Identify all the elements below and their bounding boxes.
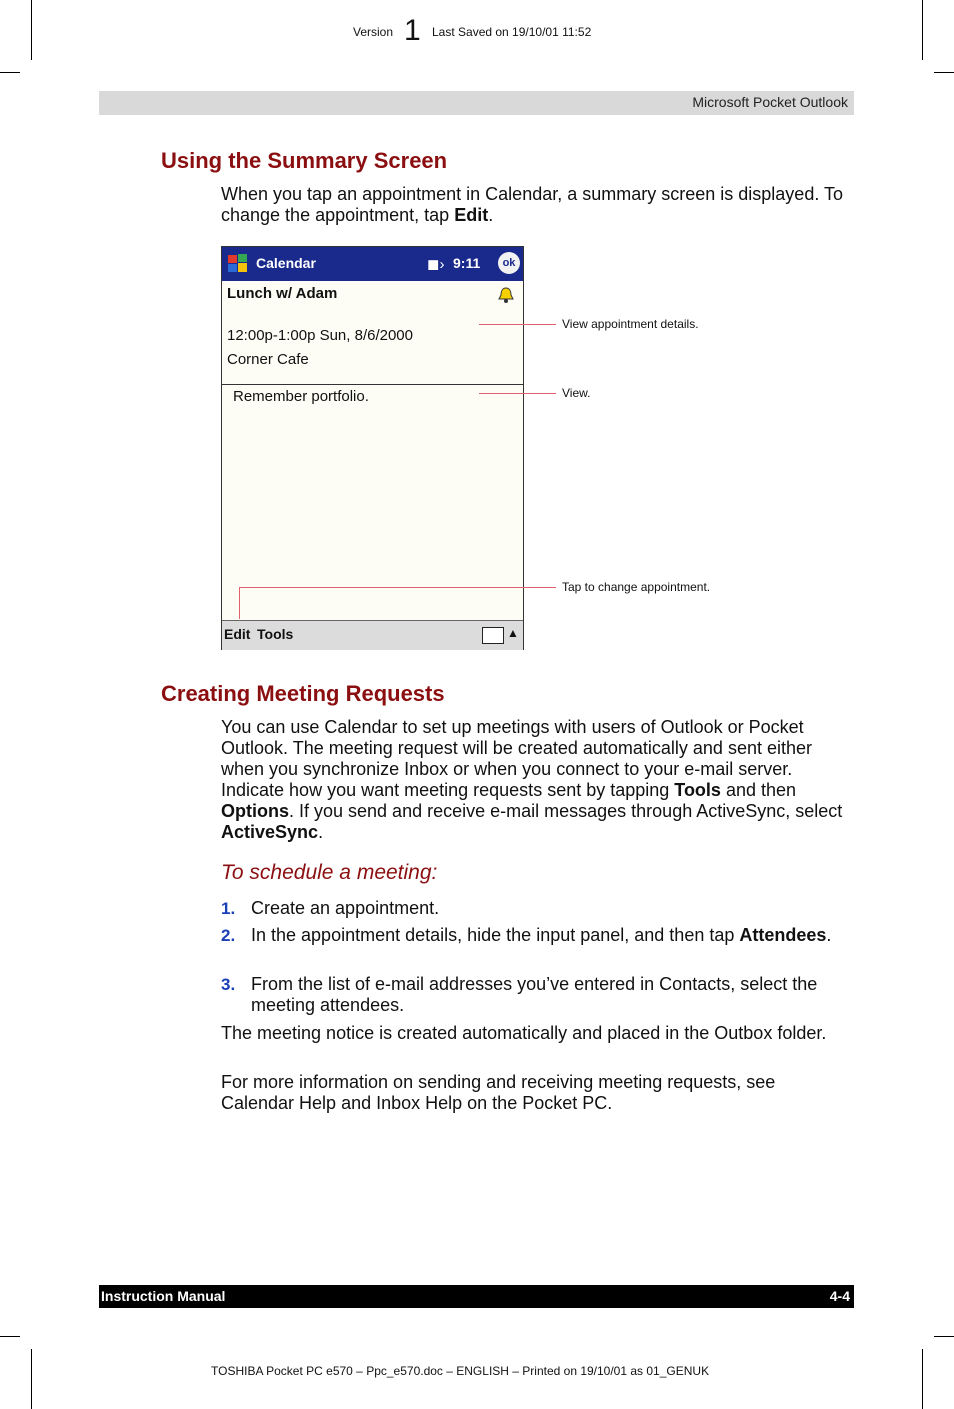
clock[interactable]: 9:11 xyxy=(453,255,481,271)
menu-bar xyxy=(222,620,523,650)
section-bar xyxy=(99,91,854,115)
appointment-note[interactable]: Remember portfolio. xyxy=(233,388,369,405)
more-info-paragraph: For more information on sending and receiving meeting requests, see Calendar Help and Inbox Help on the Pocket PC. xyxy=(221,1072,776,1113)
divider xyxy=(222,384,523,385)
callout-line xyxy=(479,324,556,325)
arrow-up-icon[interactable]: ▲ xyxy=(507,626,519,640)
appointment-location[interactable]: Corner Cafe xyxy=(227,351,309,368)
alarm-bell-icon xyxy=(496,285,516,305)
pocket-pc-screen xyxy=(221,246,524,650)
meeting-heading: Creating Meeting Requests xyxy=(161,681,445,706)
callout-line xyxy=(479,393,556,394)
crop-mark xyxy=(922,0,923,60)
print-line: TOSHIBA Pocket PC e570 – Ppc_e570.doc – ENGLISH – Printed on 19/10/01 as 01_GENUK xyxy=(211,1364,710,1378)
crop-mark xyxy=(934,1336,954,1337)
footer-title: Instruction Manual xyxy=(101,1288,226,1304)
callout-change: Tap to change appointment. xyxy=(562,580,711,594)
step-number: 2. xyxy=(221,926,236,945)
crop-mark xyxy=(0,72,20,73)
section-title: Microsoft Pocket Outlook xyxy=(692,94,848,110)
callout-line xyxy=(239,587,556,588)
callout-details: View appointment details. xyxy=(562,317,699,331)
last-saved: Last Saved on 19/10/01 11:52 xyxy=(432,25,592,39)
version-label: Version xyxy=(353,25,394,39)
app-title: Calendar xyxy=(256,255,316,271)
crop-mark xyxy=(31,0,32,60)
step-number: 3. xyxy=(221,975,236,994)
edit-menu-button[interactable]: Edit xyxy=(224,626,251,642)
keyboard-icon[interactable] xyxy=(482,627,504,644)
step-text: From the list of e-mail addresses you’ve entered in Contacts, select the meeting attendees. xyxy=(251,974,818,1015)
tools-menu-button[interactable]: Tools xyxy=(257,626,294,642)
title-bar xyxy=(222,247,523,281)
crop-mark xyxy=(0,1336,20,1337)
windows-start-icon[interactable] xyxy=(225,251,251,277)
ok-icon[interactable]: ok xyxy=(498,252,520,274)
summary-heading: Using the Summary Screen xyxy=(161,148,448,173)
version-number: 1 xyxy=(404,14,421,47)
callout-line xyxy=(239,587,240,619)
appointment-title[interactable]: Lunch w/ Adam xyxy=(227,285,338,302)
callout-view: View. xyxy=(562,386,591,400)
page-number: 4-4 xyxy=(829,1288,850,1304)
crop-mark xyxy=(922,1349,923,1409)
meeting-paragraph: You can use Calendar to set up meetings with users of Outlook or Pocket Outlook. The meeting request will be created automatically and sent either when you synchronize Inbox or when you connect to your e-mail server. Indicate how you want meeting requests sent by tapping Tools and then Options. If you send and receive e-mail messages through ActiveSync, select ActiveSync. xyxy=(221,717,843,842)
footer-bar xyxy=(99,1285,854,1308)
step-text: Create an appointment. xyxy=(251,898,440,918)
meeting-notice-paragraph: The meeting notice is created automatically and placed in the Outbox folder. xyxy=(221,1023,827,1043)
summary-paragraph: When you tap an appointment in Calendar, a summary screen is displayed. To change the appointment, tap Edit. xyxy=(221,184,844,225)
speaker-icon[interactable]: ◼› xyxy=(427,256,445,273)
step-number: 1. xyxy=(221,899,236,918)
schedule-subheading: To schedule a meeting: xyxy=(221,861,438,884)
crop-mark xyxy=(934,72,954,73)
appointment-time[interactable]: 12:00p-1:00p Sun, 8/6/2000 xyxy=(227,327,413,344)
step-text: In the appointment details, hide the input panel, and then tap Attendees. xyxy=(251,925,832,945)
crop-mark xyxy=(31,1349,32,1409)
